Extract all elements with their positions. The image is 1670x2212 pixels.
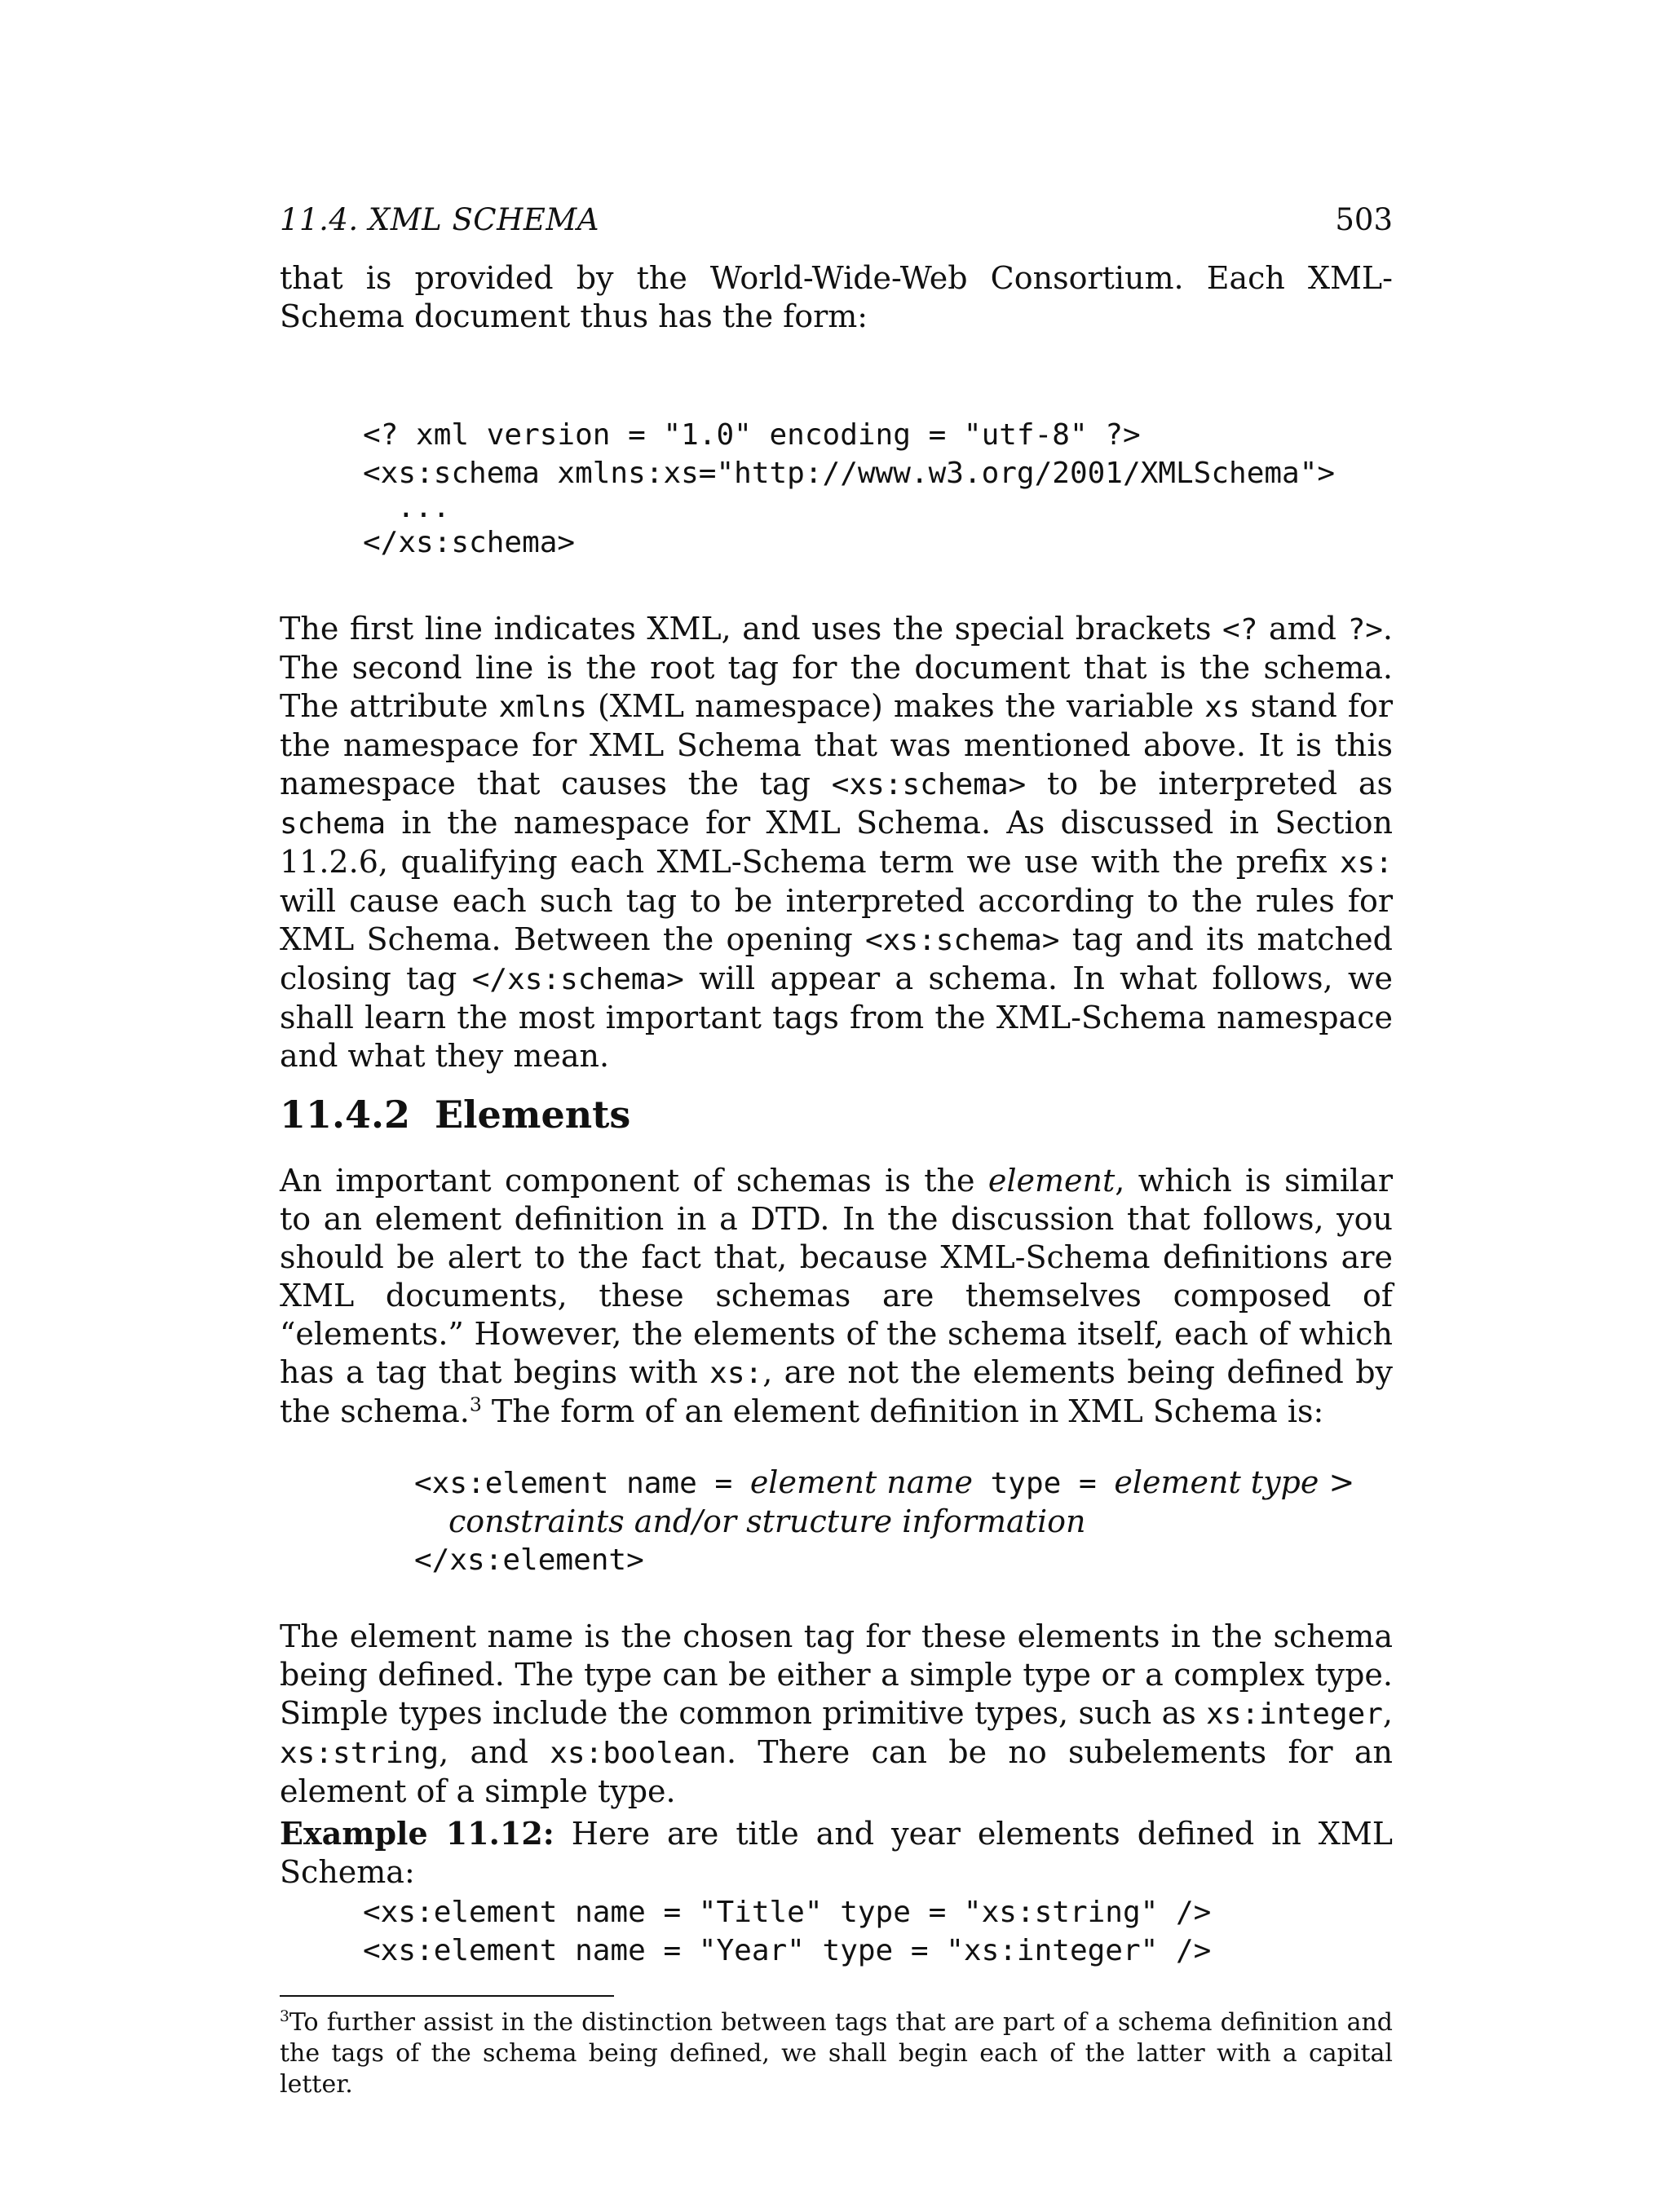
section-heading [280, 1093, 630, 1137]
intro-paragraph: that is provided by the World-Wide-Web Consortium. Each XML-Schema document thus has the form: [280, 260, 1393, 334]
footnote [280, 2007, 1393, 2100]
running-header [280, 202, 1393, 243]
code-line: <xs:element name = "Year" type = "xs:integer" /> [363, 1934, 1212, 1967]
paragraph-elements-intro: An important component of schemas is the element, which is similar to an element definition in a DTD. In the discussion that follows, you should be alert to the fact that, because XML-Schema definitions are XML documents, these schemas are themselves composed of “elements.” However, the elements of the schema itself, each of which has a tag that begins with xs:, are not the elements being defined by the schema.$^3$ The form of an element definition in XML Schema is: [280, 1163, 1393, 1429]
footnote-text: To further assist in the distinction between tags that are part of a schema definition and the tags of the schema being defined, we shall begin each of the latter with a capital letter. [280, 2008, 1393, 2099]
example-label: Example 11.12: [280, 1815, 554, 1852]
footnote-divider [280, 1995, 614, 1997]
code-line: <xs:element name = element name type = element type > [414, 1464, 1355, 1500]
code-block-example [363, 1893, 1211, 1970]
example-paragraph: Example 11.12: Here are title and year elements defined in XML Schema: [280, 1815, 1393, 1890]
code-line: </xs:schema> [363, 526, 576, 559]
code-block-element-form [414, 1464, 1354, 1579]
footnote-reference: 3 [469, 1393, 482, 1416]
code-line: </xs:element> [414, 1543, 644, 1577]
paragraph-element-types: The element name is the chosen tag for these elements in the schema being defined. The type can be either a simple type or a complex type. Simple types include the common primitive types, such as xs:integer, xs:string, and xs:boolean. There can be no subelements for an element of a simple type. [280, 1618, 1393, 1809]
code-block-schema-form [363, 416, 1335, 562]
footnote-mark: 3 [280, 2008, 289, 2025]
code-line: ... [397, 491, 451, 524]
code-line: <xs:element name = "Title" type = "xs:string" /> [363, 1896, 1212, 1929]
code-line: <xs:schema xmlns:xs="http://www.w3.org/2001/XMLSchema"> [363, 457, 1336, 490]
section-title: Elements [435, 1093, 631, 1137]
code-line: constraints and/or structure information [448, 1503, 1086, 1539]
code-line: <? xml version = "1.0" encoding = "utf-8" ?> [363, 418, 1141, 452]
section-number: 11.4.2 [280, 1093, 411, 1137]
running-header-section: 11.4. XML SCHEMA [280, 202, 600, 237]
paragraph-schema-explanation: The first line indicates XML, and uses the special brackets <? amd ?>. The second line is the root tag for the document that is the schema. The attribute xmlns (XML namespace) makes the variable xs stand for the namespace for XML Schema that was mentioned above. It is this namespace that causes the tag <xs:schema> to be interpreted as schema in the namespace for XML Schema. As discussed in Section 11.2.6, qualifying each XML-Schema term we use with the prefix xs: will cause each such tag to be interpreted according to the rules for XML Schema. Between the opening <xs:schema> tag and its matched closing tag </xs:schema> will appear a schema. In what follows, we shall learn the most important tags from the XML-Schema namespace and what they mean. [280, 611, 1394, 1074]
page-number: 503 [1335, 202, 1393, 237]
